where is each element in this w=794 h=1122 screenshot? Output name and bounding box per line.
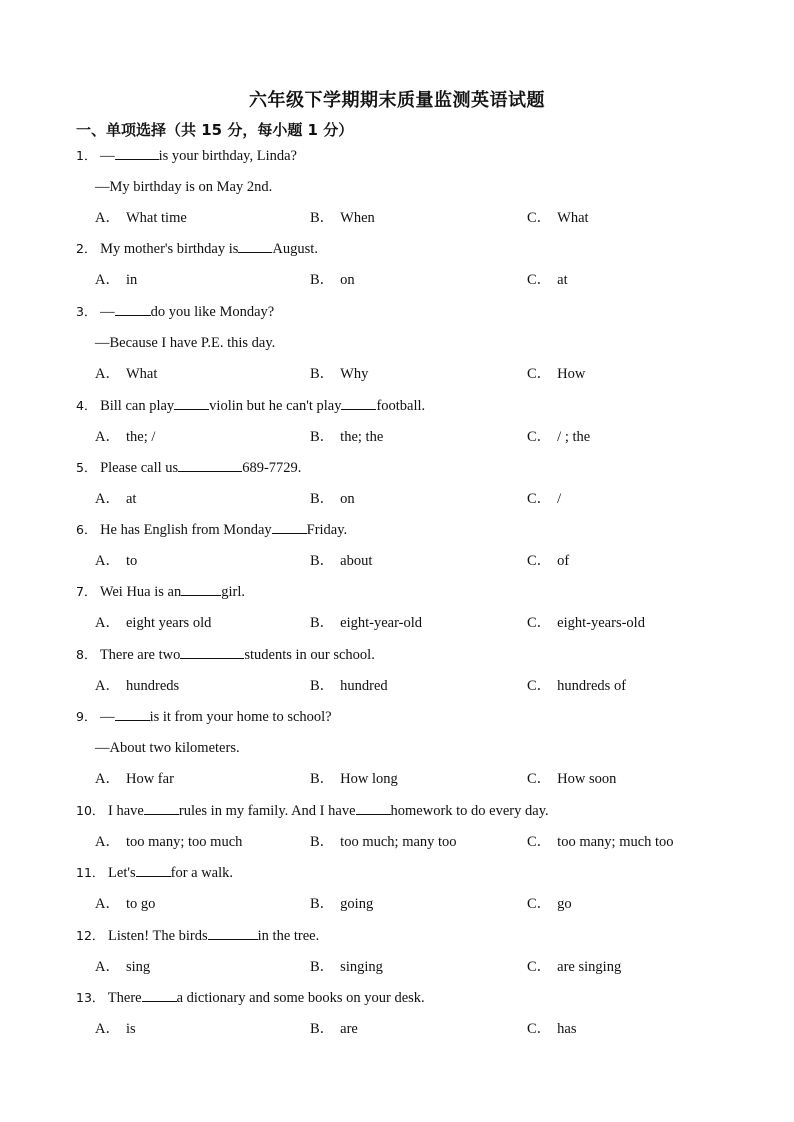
answer-blank[interactable]	[144, 802, 179, 815]
question-stem	[76, 147, 297, 165]
answer-option[interactable]	[95, 490, 136, 508]
option-letter: C．	[527, 210, 552, 226]
question-stem	[76, 927, 319, 945]
option-text: /	[557, 491, 562, 507]
question-text: Friday.	[306, 522, 348, 538]
option-text: hundred	[340, 678, 388, 694]
option-text: How	[557, 366, 586, 382]
answer-option[interactable]	[95, 833, 242, 851]
answer-option[interactable]	[310, 833, 457, 851]
answer-option[interactable]	[310, 770, 398, 788]
option-text: How soon	[557, 771, 617, 787]
option-letter: B．	[310, 553, 335, 569]
answer-option[interactable]	[95, 895, 155, 913]
answer-option[interactable]	[95, 770, 174, 788]
answer-option[interactable]	[527, 770, 616, 788]
answer-option[interactable]	[310, 365, 368, 383]
option-letter: A．	[95, 615, 120, 631]
question-reply: —Because I have P.E. this day.	[95, 335, 276, 351]
option-letter: C．	[527, 615, 552, 631]
question-text: in the tree.	[257, 928, 320, 944]
question-stem	[76, 397, 425, 415]
answer-option[interactable]	[95, 209, 187, 227]
option-letter: B．	[310, 491, 335, 507]
answer-blank[interactable]	[115, 303, 151, 316]
answer-option[interactable]	[95, 1020, 136, 1038]
answer-blank[interactable]	[115, 708, 150, 721]
answer-blank[interactable]	[136, 864, 171, 877]
question-number: 3．	[76, 304, 97, 319]
answer-blank[interactable]	[208, 927, 258, 940]
question-number: 9．	[76, 709, 97, 724]
answer-blank[interactable]	[115, 147, 159, 160]
question-text: 689-7729.	[242, 460, 302, 476]
option-text: When	[340, 210, 375, 226]
answer-option[interactable]	[527, 1020, 577, 1038]
answer-option[interactable]	[310, 1020, 358, 1038]
question-text: Bill can play	[100, 398, 175, 414]
question-text: violin but he can't play	[209, 398, 342, 414]
question-number: 5．	[76, 460, 97, 475]
question-stem	[76, 303, 274, 321]
option-text: Why	[340, 366, 369, 382]
option-letter: C．	[527, 272, 552, 288]
answer-blank[interactable]	[174, 397, 209, 410]
answer-blank[interactable]	[356, 802, 391, 815]
option-letter: A．	[95, 429, 120, 445]
option-letter: A．	[95, 553, 120, 569]
answer-blank[interactable]	[238, 240, 272, 253]
option-letter: A．	[95, 272, 120, 288]
question-text: He has English from Monday	[100, 522, 272, 538]
option-letter: C．	[527, 771, 552, 787]
question-stem	[76, 802, 549, 820]
question-text: Please call us	[100, 460, 179, 476]
option-text: How far	[125, 771, 174, 787]
question-number: 13．	[76, 990, 105, 1005]
answer-option[interactable]	[527, 958, 621, 976]
option-letter: A．	[95, 896, 120, 912]
question-stem	[76, 521, 347, 539]
question-text: rules in my family. And I have	[178, 803, 356, 819]
answer-blank[interactable]	[181, 583, 221, 596]
option-letter: B．	[310, 678, 335, 694]
option-letter: B．	[310, 429, 335, 445]
option-text: sing	[125, 959, 151, 975]
question-text: is your birthday, Linda?	[158, 148, 297, 164]
answer-option[interactable]	[310, 271, 355, 289]
question-reply: —My birthday is on May 2nd.	[95, 179, 273, 195]
option-text: eight years old	[125, 615, 212, 631]
option-text: has	[557, 1021, 577, 1037]
option-letter: B．	[310, 896, 335, 912]
option-text: What	[557, 210, 589, 226]
section-heading: 一、单项选择（共 15 分，每小题 1 分）	[76, 121, 354, 139]
option-letter: B．	[310, 959, 335, 975]
question-number: 2．	[76, 241, 97, 256]
answer-option[interactable]	[527, 552, 569, 570]
option-text: about	[340, 553, 373, 569]
question-reply: —About two kilometers.	[95, 740, 240, 756]
option-letter: B．	[310, 366, 335, 382]
question-text: a dictionary and some books on your desk.	[176, 990, 425, 1006]
answer-option[interactable]	[310, 552, 372, 570]
answer-option[interactable]	[95, 677, 179, 695]
answer-option[interactable]	[527, 209, 589, 227]
question-text: —	[100, 709, 115, 725]
question-stem	[76, 459, 301, 477]
question-text: girl.	[221, 584, 245, 600]
option-letter: C．	[527, 678, 552, 694]
option-text: are singing	[557, 959, 622, 975]
option-text: at	[125, 491, 137, 507]
answer-option[interactable]	[95, 365, 157, 383]
option-letter: A．	[95, 210, 120, 226]
question-text: do you like Monday?	[150, 304, 275, 320]
option-letter: A．	[95, 959, 120, 975]
option-text: to go	[125, 896, 156, 912]
option-letter: C．	[527, 553, 552, 569]
option-text: hundreds of	[557, 678, 627, 694]
answer-option[interactable]	[310, 428, 383, 446]
option-text: too many; too much	[125, 834, 243, 850]
answer-option[interactable]	[310, 209, 375, 227]
option-text: / ; the	[557, 429, 591, 445]
question-number: 6．	[76, 522, 97, 537]
question-text: There are two	[99, 647, 181, 663]
question-text: Listen! The birds	[108, 928, 208, 944]
option-text: too much; many too	[340, 834, 457, 850]
option-text: on	[340, 272, 355, 288]
option-letter: B．	[310, 1021, 335, 1037]
question-text: —	[100, 304, 115, 320]
option-text: What time	[125, 210, 187, 226]
answer-option[interactable]	[310, 958, 383, 976]
question-text: for a walk.	[170, 865, 234, 881]
question-text: homework to do every day.	[390, 803, 549, 819]
answer-option[interactable]	[310, 490, 355, 508]
question-number: 1．	[76, 148, 97, 163]
option-text: hundreds	[125, 678, 180, 694]
question-number: 10．	[76, 803, 105, 818]
option-letter: C．	[527, 959, 552, 975]
question-text: football.	[376, 398, 426, 414]
page-title: 六年级下学期期末质量监测英语试题	[249, 90, 545, 111]
question-stem	[76, 646, 375, 664]
option-text: the; /	[125, 429, 156, 445]
answer-option[interactable]	[527, 365, 585, 383]
option-text: going	[340, 896, 374, 912]
answer-blank[interactable]	[272, 521, 307, 534]
option-letter: A．	[95, 366, 120, 382]
answer-blank[interactable]	[178, 459, 242, 472]
question-number: 11．	[76, 865, 105, 880]
option-text: What	[125, 366, 158, 382]
option-letter: C．	[527, 491, 552, 507]
option-letter: A．	[95, 678, 120, 694]
option-letter: A．	[95, 834, 120, 850]
option-letter: A．	[95, 1021, 120, 1037]
option-text: eight-years-old	[557, 615, 645, 631]
option-text: the; the	[340, 429, 384, 445]
option-letter: C．	[527, 429, 552, 445]
option-text: to	[125, 553, 138, 569]
option-text: are	[340, 1021, 358, 1037]
answer-option[interactable]	[527, 833, 674, 851]
option-text: at	[557, 272, 568, 288]
question-text: —	[100, 148, 115, 164]
question-stem	[76, 864, 233, 882]
answer-option[interactable]	[95, 614, 211, 632]
question-number: 8．	[76, 647, 97, 662]
answer-option[interactable]	[95, 552, 137, 570]
question-text: students in our school.	[244, 647, 375, 663]
answer-option[interactable]	[95, 428, 155, 446]
answer-blank[interactable]	[341, 397, 376, 410]
question-stem	[76, 583, 245, 601]
option-text: is	[125, 1021, 136, 1037]
option-text: too many; much too	[557, 834, 674, 850]
question-text: My mother's birthday is	[100, 241, 239, 257]
option-letter: C．	[527, 366, 552, 382]
answer-option[interactable]	[527, 490, 561, 508]
question-number: 4．	[76, 398, 97, 413]
answer-option[interactable]	[527, 895, 572, 913]
answer-option[interactable]	[527, 428, 590, 446]
question-number: 7．	[76, 584, 97, 599]
question-text: I have	[108, 803, 144, 819]
answer-blank[interactable]	[142, 989, 177, 1002]
option-text: of	[557, 553, 570, 569]
option-letter: B．	[310, 615, 335, 631]
option-letter: A．	[95, 491, 120, 507]
option-letter: B．	[310, 834, 335, 850]
option-text: How long	[340, 771, 398, 787]
question-text: Let's	[108, 865, 136, 881]
answer-option[interactable]	[95, 271, 137, 289]
question-text: Wei Hua is an	[99, 584, 182, 600]
option-text: eight-year-old	[340, 615, 423, 631]
question-stem	[76, 240, 318, 258]
answer-option[interactable]	[527, 677, 626, 695]
option-letter: B．	[310, 272, 335, 288]
answer-option[interactable]	[527, 271, 568, 289]
question-stem	[76, 989, 425, 1007]
option-letter: A．	[95, 771, 120, 787]
question-stem	[76, 708, 332, 726]
question-number: 12．	[76, 928, 105, 943]
option-letter: C．	[527, 896, 552, 912]
option-text: in	[125, 272, 138, 288]
question-text: August.	[272, 241, 318, 257]
question-text: is it from your home to school?	[149, 709, 332, 725]
answer-option[interactable]	[310, 614, 422, 632]
option-letter: B．	[310, 771, 335, 787]
question-text: There	[107, 990, 142, 1006]
option-text: singing	[340, 959, 383, 975]
option-text: go	[557, 896, 572, 912]
option-letter: C．	[527, 1021, 552, 1037]
option-letter: C．	[527, 834, 552, 850]
answer-option[interactable]	[310, 677, 388, 695]
answer-blank[interactable]	[180, 646, 244, 659]
answer-option[interactable]	[527, 614, 645, 632]
answer-option[interactable]	[95, 958, 150, 976]
answer-option[interactable]	[310, 895, 373, 913]
option-letter: B．	[310, 210, 335, 226]
option-text: on	[340, 491, 355, 507]
